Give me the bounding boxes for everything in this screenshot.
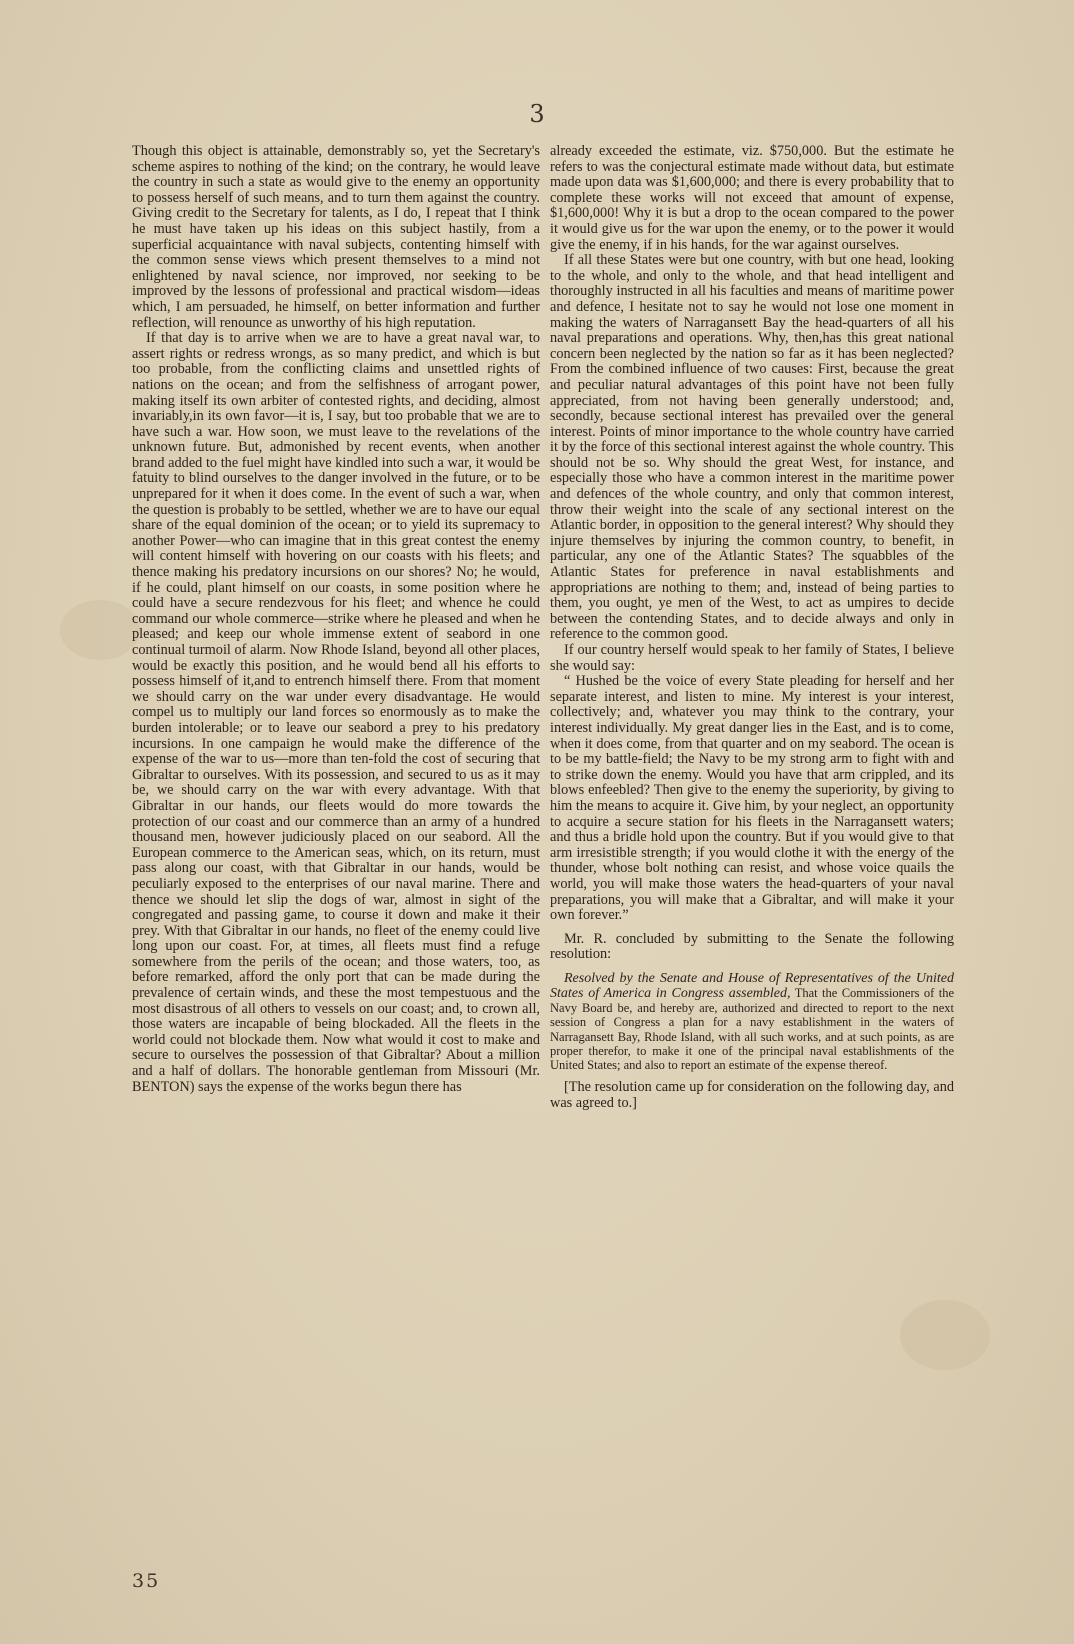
paragraph: If all these States were but one country, with but one head, looking to the whole, and only to the whole, and that head intelligent and thoroughly instructed in all his faculties and means of maritime power and defence, I hesitate not to say he would not lose one moment in making the waters of Narragansett Bay the head-quarters of all his naval preparations and operations. Why, then,has this great national concern been neglected by the nation so far as it has been neglected? From the combined influence of two causes: First, because the great and peculiar natural advantages of this point have not been fully appreciated, from not having been generally understood; and, secondly, because sectional interest has prevailed over the general interest. Points of minor importance to the whole country have carried it by the force of this sectional interest against the whole country. This should not be so. Why should the great West, for instance, and especially those who have a common interest in the maritime power and defences of the whole country, and only that common interest, throw their weight into the scale of any sectional interest on the Atlantic border, in opposition to the general interest? Why should they injure themselves by injuring the common country, to benefit, in particular, any one of the Atlantic States? The squabbles of the Atlantic States for preference in naval establishments and appropriations are nothing to them; and, instead of being parties to them, you ought, ye men of the West, to act as umpires to decide between the contending States, and to decide always and only in reference to the common good. [550,252,954,643]
right-column [550,144,954,1314]
closing-note: [The resolution came up for consideration on the following day, and was agreed to.] [550,1079,954,1111]
paragraph: already exceeded the estimate, viz. $750,000. But the estimate he refers to was the conjectural estimate made without data, but estimate made upon data was $1,600,000; and there is every probability that to complete these works will not exceed that amount of expense, $1,600,000! Why it is but a drop to the ocean compared to the power it would give us for the war upon the enemy, or to the power it would give the enemy, if in his hands, for the war against ourselves. [550,144,954,253]
paragraph: Though this object is attainable, demonstrably so, yet the Secretary's scheme aspires to nothing of the kind; on the contrary, he would leave the country in such a state as would give to the enemy an opportunity to possess herself of such means, and to turn them against the country. Giving credit to the Secretary for talents, as I do, I repeat that I think he must have taken up his ideas on this subject hastily, from a superficial acquaintance with naval subjects, contenting himself with the common sense views which present themselves to a mind not enlightened by naval science, nor improved, nor seeking to be improved by the lessons of professional and practical wisdom—ideas which, I am persuaded, he himself, on better information and further reflection, will renounce as unworthy of his high reputation. [132,144,540,331]
resolution-body: That the Commissioners of the Navy Board be, and hereby are, authorized and directed to report to the next session of Congress a plan for a navy establishment in the waters of Narragansett Bay, Rhode Island, with all such works, and at such points, as are proper therefor, to make it one of the principal naval establishments of the United States; and also to report an estimate of the expense thereof. [550,986,954,1073]
paper-stain [60,600,140,660]
resolution-lead: Resolved by the Senate and House of Representatives of the United States of America in Congress assembled, [550,970,954,1002]
quotation-paragraph: “ Hushed be the voice of every State pleading for herself and her separate interest, and listen to mine. My interest is your interest, collectively; and, whatever you may think to the contrary, your interest individually. My great danger lies in the East, and is to come, when it does come, from that quarter and on my seabord. The ocean is to be my battle-field; the Navy to be my strong arm to fight with and to strike down the enemy. Would you have that arm crippled, and its blows enfeebled? Then give to the enemy the superiority, by giving to him the means to acquire it. Give him, by your neglect, an opportunity to acquire a secure station for his fleets in the Narragansett waters; and thus a bridle hold upon the country. But if you would give to that arm irresistible strength; if you would clothe it with the energy of the thunder, whose bolt nothing can resist, and whose voice quails the world, you will make those waters the head-quarters of your naval preparations, you will make that a Gibraltar, and will make it your own forever.” [550,673,954,924]
paragraph: If our country herself would speak to her family of States, I believe she would say: [550,642,954,674]
signature-mark: 35 [132,1570,161,1592]
left-column [132,144,540,1314]
resolution-paragraph [550,971,954,1072]
paragraph: If that day is to arrive when we are to have a great naval war, to assert rights or redress wrongs, as so many predict, and which is but too probable, from the conflicting claims and unsettled rights of nations on the ocean; and from the selfishness of arrogant power, making itself its own arbiter of contested rights, and deciding, almost invariably,in its own favor—it is, I say, but too probable that we are to have such a war. How soon, we must leave to the revelations of the unknown future. But, admonished by recent events, when another brand added to the fuel might have kindled into such a war, it would be fatuity to blind ourselves to the danger involved in the future, or to be unprepared for it when it does come. In the event of such a war, when the question is probably to be settled, whether we are to have our equal share of the equal dominion of the ocean; or to yield its supremacy to another Power—who can imagine that in this great contest the enemy will content himself with hovering on our coasts with his fleets; and thence making his predatory incursions on our shores? No; he would, if he could, plant himself on our coasts, in some position where he could have a secure rendezvous for his fleet; and whence he could command our whole commerce—strike where he pleased and when he pleased; and keep our whole immense extent of seabord in one continual turmoil of alarm. Now Rhode Island, beyond all other places, would be exactly this position, and he would bend all his efforts to possess himself of it,and to entrench himself there. From that moment we should carry on the war under every disadvantage. He would compel us to multiply our land forces so enormously as to make the burden intolerable; or to leave our seabord a prey to his predatory incursions. In one campaign he would make the difference of the expense of the war to us—more than ten-fold the cost of securing that Gibraltar to ourselves. With its possession, and secured to us as it may be, we should carry on the war with every advantage. With that Gibraltar in our hands, our fleets would do more towards the protection of our coast and our commerce than an army of a hundred thousand men, however judiciously placed on our seabord. All the European commerce to the American seas, which, on its return, must pass along our coast, with that Gibraltar in our hands, would be peculiarly exposed to the enterprises of our naval marine. There and thence we should let slip the dogs of war, almost in sight of the congregated and passing game, to course it down and make it their prey. With that Gibraltar in our hands, no fleet of the enemy could live long upon our coast. For, at times, all fleets must find a refuge somewhere from the perils of the ocean; and those waters, too, as before remarked, afford the only port that can be made during the prevalence of certain winds, and these the most tempestuous and the most disastrous of all others to vessels on our coast; and, to crown all, those waters are incapable of being blockaded. All the fleets in the world could not blockade them. Now what would it cost to make and secure to ourselves the possession of that Gibraltar? About a million and a half of dollars. The honorable gentleman from Missouri (Mr. BENTON) says the expense of the works begun there has [132,330,540,1095]
page-number: 3 [529,100,545,128]
paragraph: Mr. R. concluded by submitting to the Senate the following resolution: [550,930,954,963]
